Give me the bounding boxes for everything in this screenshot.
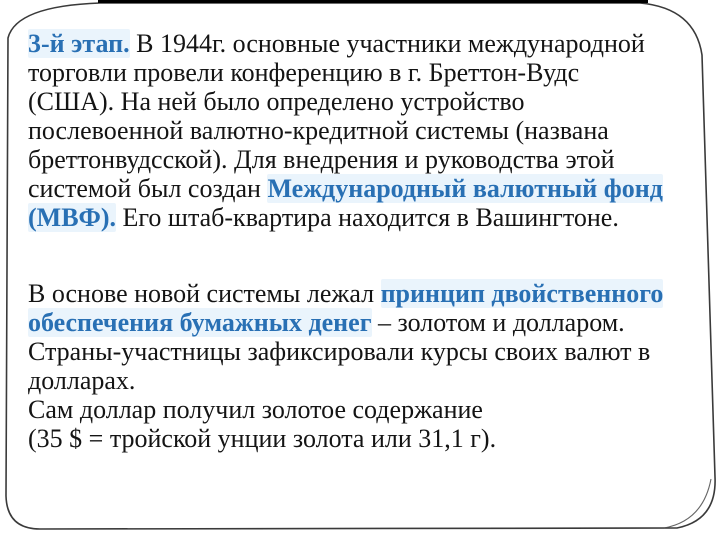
text-segment: торговли провели конференцию в г. Бреттон-Вудс xyxy=(28,58,580,87)
highlighted-term: обеспечения бумажных денег xyxy=(28,308,372,337)
text-line xyxy=(28,424,704,453)
stage-3-imf-paragraph xyxy=(28,29,704,232)
dual-backing-principle-paragraph xyxy=(28,279,704,453)
text-line xyxy=(28,366,704,395)
text-segment: (США). На ней было определено устройство xyxy=(28,87,525,116)
text-segment: бреттонвудсской). Для внедрения и руководства этой xyxy=(28,145,615,174)
text-line xyxy=(28,203,704,232)
text-segment: системой был создан xyxy=(28,174,268,203)
text-segment: послевоенной валютно-кредитной системы (названа xyxy=(28,116,609,145)
text-line xyxy=(28,279,704,308)
text-segment: Страны-участницы зафиксировали курсы своих валют в xyxy=(28,337,651,366)
text-segment: Сам доллар получил золотое содержание xyxy=(28,395,483,424)
text-line xyxy=(28,395,704,424)
text-segment: (35 $ = тройской унции золота или 31,1 г). xyxy=(28,424,497,453)
corner-curl-decoration xyxy=(664,479,711,528)
text-line xyxy=(28,174,704,203)
text-line xyxy=(28,308,704,337)
highlighted-term: Международный валютный фонд xyxy=(267,174,663,203)
text-segment: В основе новой системы лежал xyxy=(28,279,381,308)
highlighted-term: (МВФ). xyxy=(28,203,117,232)
text-segment: долларах. xyxy=(28,366,136,395)
text-segment: – золотом и долларом. xyxy=(371,308,625,337)
text-line xyxy=(28,87,704,116)
text-segment: Его штаб-квартира находится в Вашингтоне. xyxy=(116,203,619,232)
text-line xyxy=(28,145,704,174)
text-line xyxy=(28,337,704,366)
text-line xyxy=(28,58,704,87)
highlighted-term: принцип двойственного xyxy=(380,279,664,308)
highlighted-term: 3-й этап. xyxy=(28,29,130,58)
text-line xyxy=(28,116,704,145)
text-segment: В 1944г. основные участники международной xyxy=(129,29,645,58)
text-line xyxy=(28,29,704,58)
slide-text xyxy=(28,29,704,453)
